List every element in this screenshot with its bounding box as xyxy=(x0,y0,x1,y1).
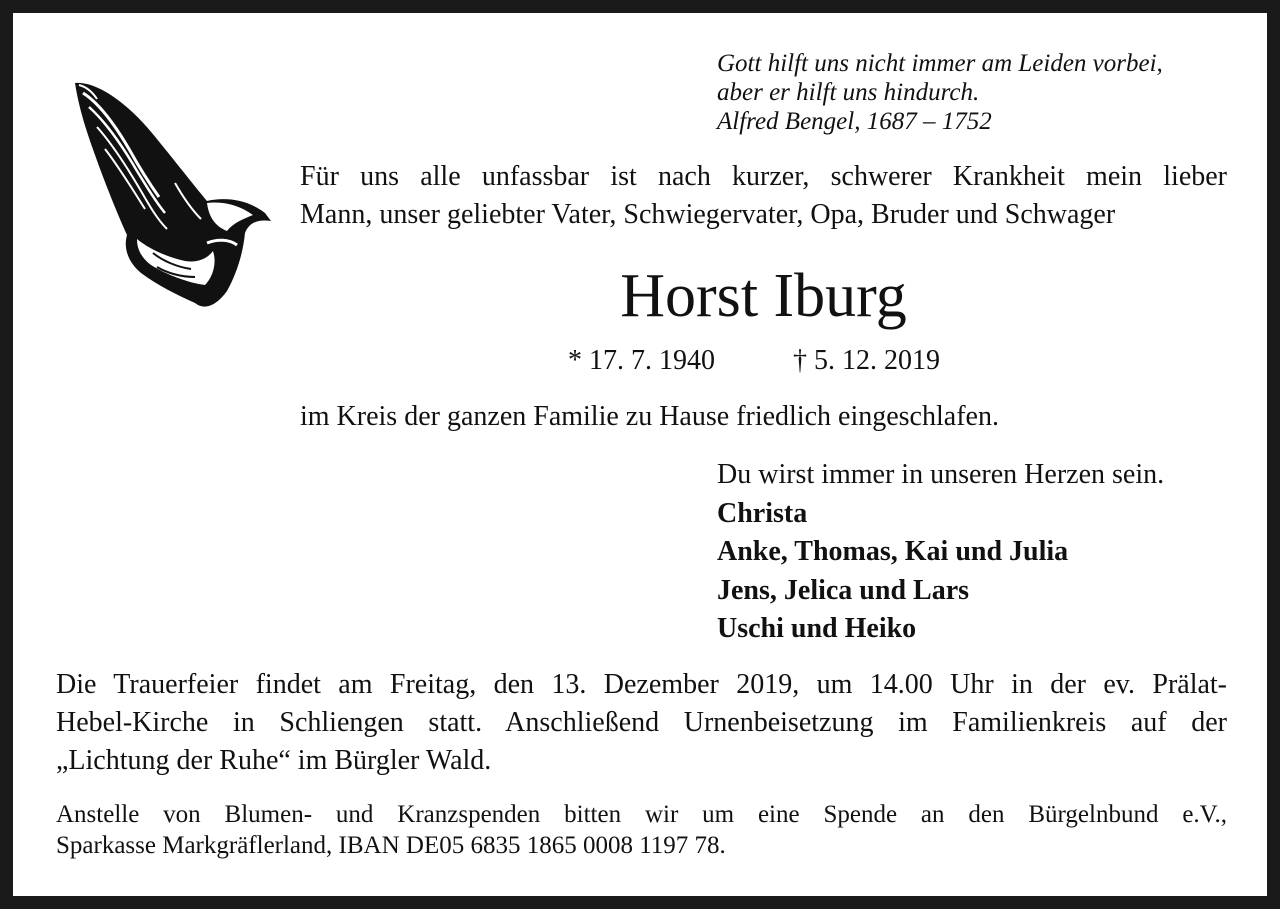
funeral-service-info xyxy=(56,666,1227,780)
quote-line: Gott hilft uns nicht immer am Leiden vorbei, xyxy=(717,50,1163,77)
bible-quote xyxy=(717,49,1237,136)
family-member: Uschi und Heiko xyxy=(717,613,917,644)
quote-attribution: Alfred Bengel, 1687 – 1752 xyxy=(717,108,992,135)
family-member: Jens, Jelica und Lars xyxy=(717,574,970,606)
service-line: „Lichtung der Ruhe“ im Bürgler Wald. xyxy=(56,745,492,776)
intro-line: Mann, unser geliebter Vater, Schwiegervater, Opa, Bruder und Schwager xyxy=(300,199,1116,230)
farewell-line: Du wirst immer in unseren Herzen sein. xyxy=(717,459,1165,490)
family-member: Christa xyxy=(717,497,808,529)
donation-line: Sparkasse Markgräflerland, IBAN DE05 6835 1865 0008 1197 78. xyxy=(56,832,726,859)
quote-line: aber er hilft uns hindurch. xyxy=(717,79,980,106)
donation-info xyxy=(56,799,1227,861)
death-date: † 5. 12. 2019 xyxy=(793,345,940,376)
donation-line: Anstelle von Blumen- und Kranzspenden bitten wir um eine Spende an den Bürgelnbund e.V., xyxy=(56,801,1227,828)
service-line: Die Trauerfeier findet am Freitag, den 13. Dezember 2019, um 14.00 Uhr in der ev. Prälat- xyxy=(56,669,1227,700)
family-member: Anke, Thomas, Kai und Julia xyxy=(717,536,1069,567)
family-signature xyxy=(717,456,1164,649)
service-line: Hebel-Kirche in Schliengen statt. Anschließend Urnenbeisetzung im Familienkreis auf der xyxy=(56,707,1227,738)
deceased-name: Horst Iburg xyxy=(620,262,907,330)
intro-text xyxy=(300,158,1227,234)
praying-hands-icon xyxy=(57,63,272,313)
intro-line: Für uns alle unfassbar ist nach kurzer, schwerer Krankheit mein lieber xyxy=(300,161,1227,192)
passing-text: im Kreis der ganzen Familie zu Hause friedlich eingeschlafen. xyxy=(300,401,999,432)
obituary-notice xyxy=(13,13,1267,896)
birth-date: * 17. 7. 1940 xyxy=(568,345,715,376)
